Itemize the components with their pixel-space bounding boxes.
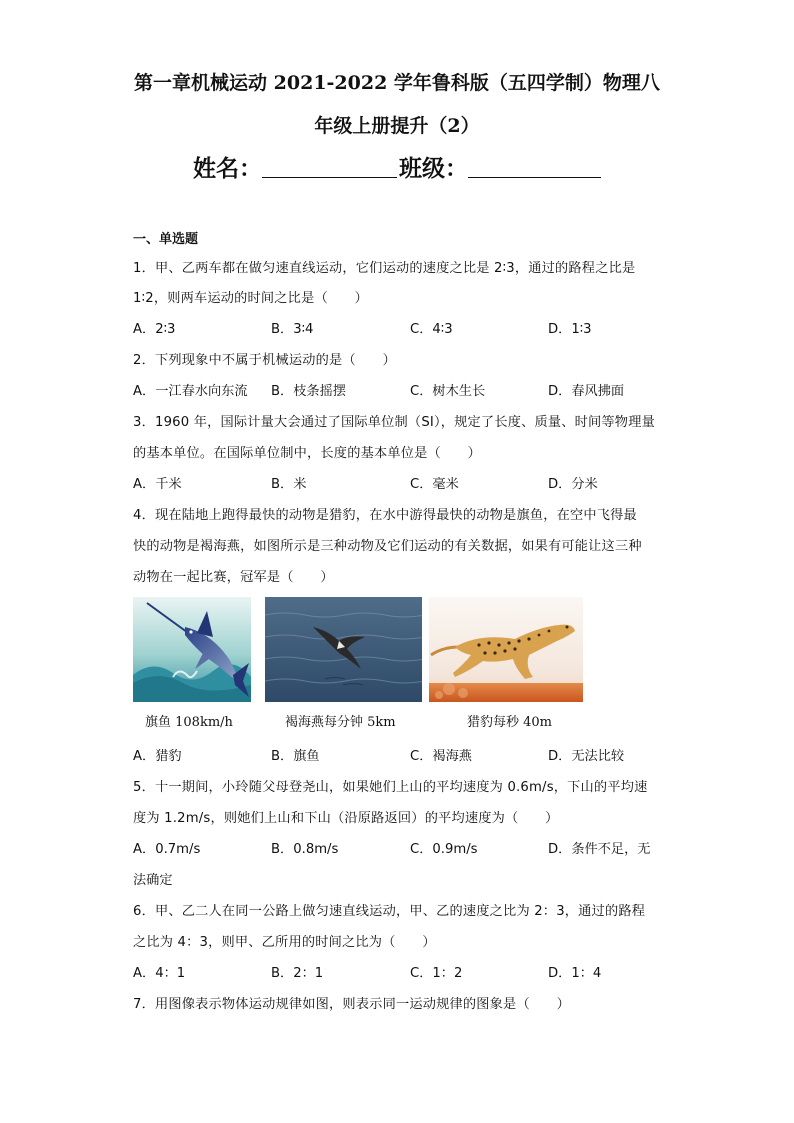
title-line-1: 第一章机械运动 2021-2022 学年鲁科版（五四学制）物理八 — [134, 72, 660, 94]
q5-option-b[interactable]: B．0.8m/s — [271, 842, 339, 857]
q3-line-1: 3．1960 年，国际计量大会通过了国际单位制（SI），规定了长度、质量、时间等物理量 — [133, 415, 655, 430]
q5-line-2: 度为 1.2m/s，则她们上山和下山（沿原路返回）的平均速度为（ ） — [133, 811, 559, 826]
cheetah-caption: 猎豹每秒 40m — [467, 715, 553, 730]
q1-line-2: 1∶2，则两车运动的时间之比是（ ） — [133, 291, 369, 306]
q5-line-1: 5．十一期间，小玲随父母登尧山，如果她们上山的平均速度为 0.6m/s，下山的平均速 — [133, 780, 648, 795]
petrel-caption: 褐海燕每分钟 5km — [285, 715, 396, 730]
q3-option-c[interactable]: C．毫米 — [410, 477, 459, 492]
petrel-picture — [265, 597, 422, 702]
title-line-2: 年级上册提升（2） — [314, 115, 480, 137]
marlin-caption: 旗鱼 108km/h — [145, 715, 233, 730]
q1-line-1: 1．甲、乙两车都在做匀速直线运动，它们运动的速度之比是 2∶3，通过的路程之比是 — [133, 261, 636, 276]
cheetah-picture — [429, 597, 583, 702]
q6-line-1: 6．甲、乙二人在同一公路上做匀速直线运动，甲、乙的速度之比为 2：3，通过的路程 — [133, 904, 646, 919]
name-class-row — [0, 150, 794, 183]
class-label: 班级： — [399, 156, 468, 182]
class-blank[interactable] — [468, 153, 601, 178]
q3-option-d[interactable]: D．分米 — [548, 477, 598, 492]
q2-option-a[interactable]: A．一江春水向东流 — [133, 384, 248, 399]
q2-option-b[interactable]: B．枝条摇摆 — [271, 384, 346, 399]
q6-option-b[interactable]: B．2：1 — [271, 966, 324, 981]
q4-option-a[interactable]: A．猎豹 — [133, 749, 182, 764]
q4-option-b[interactable]: B．旗鱼 — [271, 749, 320, 764]
q4-line-1: 4．现在陆地上跑得最快的动物是猎豹，在水中游得最快的动物是旗鱼，在空中飞得最 — [133, 508, 637, 523]
q5-option-a[interactable]: A．0.7m/s — [133, 842, 201, 857]
q2-option-c[interactable]: C．树木生长 — [410, 384, 486, 399]
q4-option-c[interactable]: C．褐海燕 — [410, 749, 472, 764]
q2-line-1: 2．下列现象中不属于机械运动的是（ ） — [133, 353, 396, 368]
q5-option-c[interactable]: C．0.9m/s — [410, 842, 478, 857]
q5-option-d-continued: 法确定 — [133, 873, 173, 888]
section-heading: 一、单选题 — [133, 232, 199, 247]
q3-option-b[interactable]: B．米 — [271, 477, 307, 492]
q4-line-2: 快的动物是褐海燕，如图所示是三种动物及它们运动的有关数据，如果有可能让这三种 — [133, 539, 642, 554]
q1-option-d[interactable]: D．1∶3 — [548, 322, 592, 337]
q6-option-d[interactable]: D．1：4 — [548, 966, 602, 981]
q5-option-d[interactable]: D．条件不足，无 — [548, 842, 651, 857]
q6-option-c[interactable]: C．1：2 — [410, 966, 463, 981]
q3-option-a[interactable]: A．千米 — [133, 477, 182, 492]
name-label: 姓名： — [193, 156, 262, 182]
q4-option-d[interactable]: D．无法比较 — [548, 749, 625, 764]
q1-option-a[interactable]: A．2∶3 — [133, 322, 176, 337]
q1-option-b[interactable]: B．3∶4 — [271, 322, 314, 337]
marlin-picture — [133, 597, 251, 702]
q1-option-c[interactable]: C．4∶3 — [410, 322, 453, 337]
q2-option-d[interactable]: D．春风拂面 — [548, 384, 625, 399]
q7-line-1: 7．用图像表示物体运动规律如图，则表示同一运动规律的图象是（ ） — [133, 997, 570, 1012]
q6-option-a[interactable]: A．4：1 — [133, 966, 186, 981]
q6-line-2: 之比为 4：3，则甲、乙所用的时间之比为（ ） — [133, 935, 436, 950]
q3-line-2: 的基本单位。在国际单位制中，长度的基本单位是（ ） — [133, 446, 482, 461]
name-blank[interactable] — [262, 153, 397, 178]
q4-line-3: 动物在一起比赛，冠军是（ ） — [133, 570, 334, 585]
